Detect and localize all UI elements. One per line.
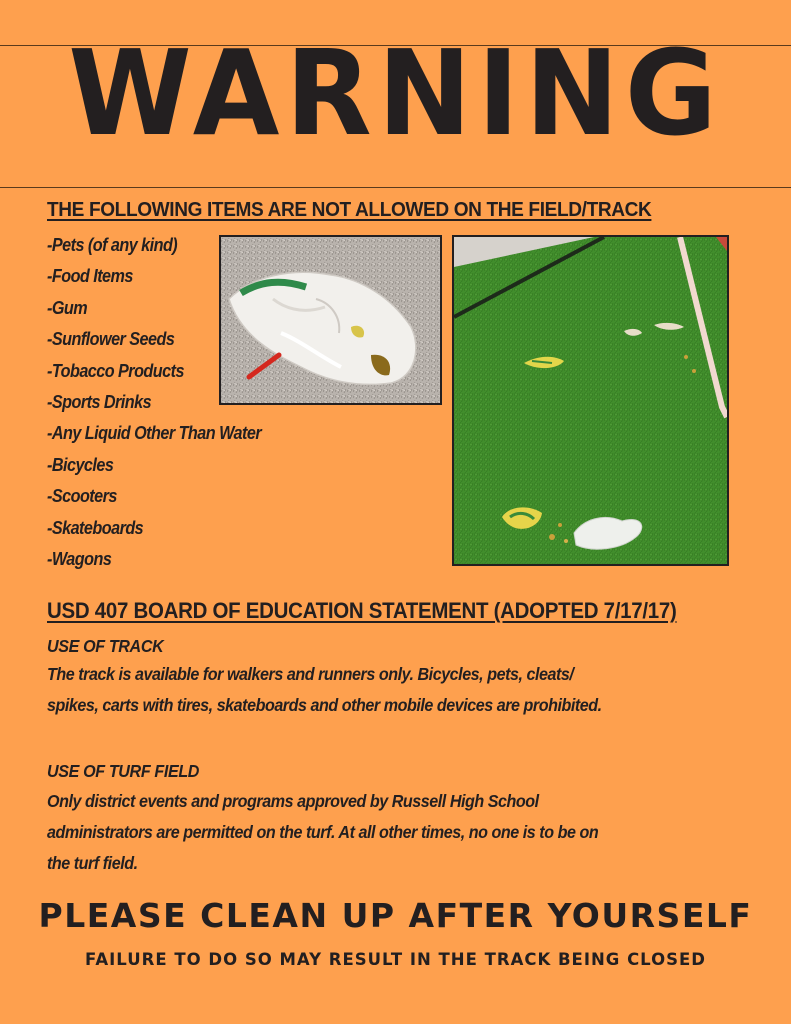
- turf-field-photo: [452, 235, 729, 566]
- turf-policy-line: Only district events and programs approved by Russell High School: [47, 791, 539, 811]
- title-rule: [0, 187, 791, 188]
- list-item: -Tobacco Products: [47, 360, 184, 381]
- turf-field-image: [454, 237, 727, 564]
- turf-policy-line: administrators are permitted on the turf. At all other times, no one is to be on: [47, 822, 599, 842]
- trash-closeup-image: [221, 237, 440, 403]
- list-item: -Scooters: [47, 486, 117, 507]
- track-policy-line: The track is available for walkers and runners only. Bicycles, pets, cleats/: [47, 664, 574, 684]
- list-item: -Sports Drinks: [47, 392, 152, 413]
- items-heading: THE FOLLOWING ITEMS ARE NOT ALLOWED ON THE FIELD/TRACK: [47, 198, 652, 221]
- cleanup-subheading: FAILURE TO DO SO MAY RESULT IN THE TRACK BEING CLOSED: [85, 950, 706, 969]
- list-item: -Wagons: [47, 549, 112, 570]
- board-statement-heading: USD 407 BOARD OF EDUCATION STATEMENT (ADOPTED 7/17/17): [47, 598, 677, 623]
- cleanup-heading: PLEASE CLEAN UP AFTER YOURSELF: [38, 896, 753, 935]
- list-item: -Any Liquid Other Than Water: [47, 423, 262, 444]
- list-item: -Skateboards: [47, 517, 144, 538]
- list-item: -Sunflower Seeds: [47, 329, 175, 350]
- list-item: -Food Items: [47, 266, 133, 287]
- turf-policy-text: [47, 786, 746, 879]
- track-subheading: USE OF TRACK: [47, 636, 164, 656]
- list-item: -Pets (of any kind): [47, 235, 178, 255]
- turf-policy-line: the turf field.: [47, 853, 138, 873]
- list-item: -Bicycles: [47, 454, 114, 475]
- list-item: -Gum: [47, 297, 88, 318]
- track-policy-line: spikes, carts with tires, skateboards and other mobile devices are prohibited.: [47, 695, 602, 715]
- warning-title: WARNING: [68, 25, 723, 163]
- track-policy-text: [47, 659, 746, 721]
- trash-closeup-photo: [219, 235, 442, 405]
- turf-subheading: USE OF TURF FIELD: [47, 761, 200, 781]
